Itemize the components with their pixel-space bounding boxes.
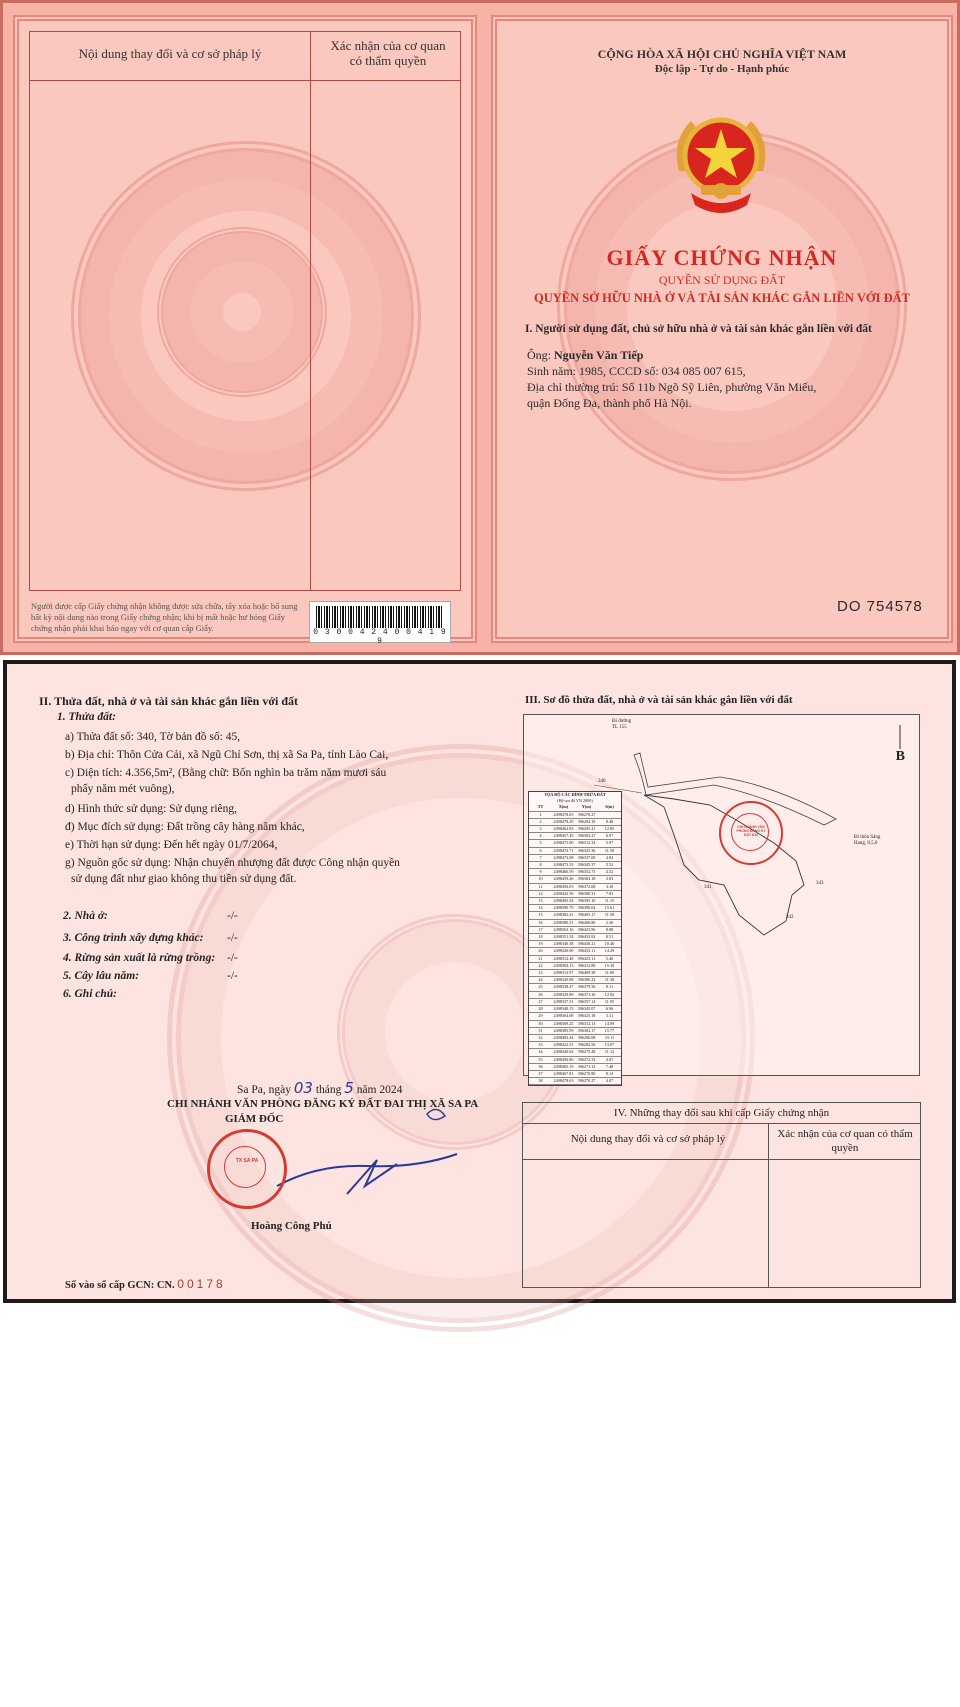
coord-table-row	[529, 941, 621, 948]
coord-cell: 38	[538, 1078, 543, 1084]
coord-cell: 2498456.80	[553, 1056, 574, 1062]
coord-table-row	[529, 956, 621, 963]
coord-cell: 396270.80	[577, 1070, 596, 1076]
item-label: 4. Rừng sản xuất là rừng trồng:	[63, 952, 216, 964]
coord-table-row	[529, 840, 621, 847]
coord-cell: 396430.21	[577, 941, 596, 947]
coord-cell: 11.50	[604, 847, 615, 853]
coord-cell: 5	[539, 840, 542, 846]
date-year: năm 2024	[356, 1084, 403, 1096]
coord-cell: 2498304.13	[553, 962, 574, 968]
stamp-inner-ring	[224, 1146, 266, 1188]
coord-cell: 2498320.08	[553, 977, 574, 983]
coord-cell: 4	[539, 833, 542, 839]
neighbor-parcel: 340	[598, 779, 606, 784]
coord-cell: 8.51	[605, 934, 614, 940]
road-label-line: TL 155	[612, 725, 627, 730]
item-label: 6. Ghi chú:	[63, 988, 117, 1000]
coord-cell: 2498312.48	[553, 955, 574, 961]
coord-cell: 15.77	[604, 1027, 615, 1033]
coord-cell: 5.97	[605, 840, 614, 846]
issuing-office: CHI NHÁNH VĂN PHÒNG ĐĂNG KÝ ĐẤT ĐAI THỊ XÃ SA PA	[167, 1098, 479, 1110]
certificate-subtitle-2: QUYỀN SỞ HỮU NHÀ Ở VÀ TÀI SẢN KHÁC GẮN LIỀN VỚI ĐẤT	[534, 291, 910, 305]
coord-cell: 11	[538, 883, 543, 889]
coord-cell: 396302.17	[577, 1027, 596, 1033]
coord-cell: 32	[538, 1034, 543, 1040]
section-4-col2: Xác nhận của cơ quan có thẩm quyền	[777, 1128, 913, 1154]
coord-cell: 2498459.26	[553, 876, 574, 882]
coord-cell: 2498351.54	[553, 934, 574, 940]
coord-table-row	[529, 819, 621, 826]
serial-number: DO 754578	[837, 598, 923, 615]
coord-cell: 8.11	[605, 984, 614, 990]
coord-table-row	[529, 862, 621, 869]
coord-table-row	[529, 1071, 621, 1078]
coord-cell: 396325.18	[577, 1013, 596, 1019]
cover-right-panel	[491, 15, 953, 643]
coord-table-header	[529, 804, 621, 811]
table-divider	[310, 32, 311, 590]
item-label: 5. Cây lâu năm:	[63, 970, 140, 982]
section-2-title: II. Thửa đất, nhà ở và tài sản khác gắn liền với đất	[39, 694, 299, 708]
coord-cell: 12.85	[604, 826, 615, 832]
coord-cell: 36	[538, 1063, 543, 1069]
detail-line: e) Thời hạn sử dụng: Đến hết ngày 01/7/2064,	[65, 839, 278, 851]
coord-cell: 6.97	[605, 833, 614, 839]
detail-line: c) Diện tích: 4.356,5m², (Bằng chữ: Bốn nghìn ba trăm năm mươi sáu	[65, 767, 387, 779]
certificate-inner-sheet	[3, 660, 956, 1303]
signer-position: GIÁM ĐỐC	[225, 1113, 284, 1125]
coord-cell: 8.88	[605, 926, 614, 932]
coord-cell: 2498466.59	[553, 869, 574, 875]
coord-table-row	[529, 970, 621, 977]
coord-cell: 396371.16	[577, 991, 596, 997]
date-prefix: Sa Pa, ngày	[237, 1084, 291, 1096]
map-stamp	[719, 801, 783, 865]
coord-cell: 2498462.83	[553, 826, 574, 832]
detail-line: đ) Mục đích sử dụng: Đất trồng cây hàng năm khác,	[65, 821, 305, 833]
coord-cell: 396405.17	[577, 912, 596, 918]
coord-cell: 31	[538, 1027, 543, 1033]
coord-cell: 27	[538, 998, 543, 1004]
coord-cell: 396282.56	[577, 1042, 596, 1048]
coord-cell: 2498467.81	[553, 1070, 574, 1076]
coord-cell: 396272.33	[577, 1056, 596, 1062]
barcode-number: 0 3 0 0 4 2 4 0 0 4 1 9 9	[313, 628, 447, 646]
detail-line: b) Địa chỉ: Thôn Cửa Cải, xã Ngũ Chỉ Sơn, thị xã Sa Pa, tỉnh Lào Cai,	[65, 749, 389, 761]
coord-cell: 2498442.39	[553, 890, 574, 896]
owner-line-2: Sinh năm: 1985, CCCD số: 034 085 007 615,	[527, 364, 746, 378]
coord-table-row	[529, 1006, 621, 1013]
coord-table-row	[529, 992, 621, 999]
neighbor-parcel: 341	[704, 885, 712, 890]
section-4-col1: Nội dung thay đổi và cơ sở pháp lý	[570, 1133, 726, 1145]
coord-cell: 396433.92	[577, 934, 596, 940]
owner-line-1	[527, 347, 643, 363]
changes-after-issue-table	[522, 1102, 921, 1288]
coord-cell: 396312.13	[577, 1020, 596, 1026]
coord-cell: 2498369.25	[553, 1020, 574, 1026]
coord-table-row	[529, 934, 621, 941]
coord-cell: 396409.38	[577, 970, 596, 976]
owner-line-3: Địa chỉ thường trú: Số 11b Ngõ Sỹ Liên, phường Văn Miếu,	[527, 380, 817, 394]
coord-cell: 396357.14	[577, 998, 596, 1004]
section-4-title: IV. Những thay đổi sau khi cấp Giấy chứng nhận	[613, 1107, 830, 1119]
thua-dat-label: 1. Thửa đất:	[57, 711, 116, 723]
coord-cell: 2498326.00	[553, 948, 574, 954]
coord-cell: 396303.27	[577, 833, 596, 839]
coord-cell: 15	[538, 912, 543, 918]
coord-cell: 2498313.97	[553, 970, 574, 976]
cover-left-panel	[13, 15, 477, 646]
coord-col: X(m)	[558, 804, 569, 810]
item-label: 3. Công trình xây dựng khác:	[63, 932, 204, 944]
date-month: 5	[344, 1079, 354, 1097]
coord-cell: 8.48	[605, 818, 614, 824]
road-label-line: Đi đường	[612, 719, 632, 724]
neighbor-parcel: 343	[816, 881, 824, 886]
coord-cell: 396379.56	[577, 984, 596, 990]
coord-table-row	[529, 1042, 621, 1049]
coordinate-table	[528, 791, 622, 1086]
coord-cell: 35	[538, 1056, 543, 1062]
coord-cell: 1	[539, 811, 542, 817]
coord-table-row	[529, 826, 621, 833]
coord-cell: 3.31	[605, 1013, 614, 1019]
coord-cell: 2498338.47	[553, 984, 574, 990]
coord-cell: 396337.00	[577, 854, 596, 860]
coord-cell: 5.46	[605, 955, 614, 961]
detail-line: sử dụng đất như giao không thu tiền sử dụng đất.	[71, 873, 297, 885]
date-day: 03	[293, 1079, 313, 1097]
coord-cell: 396270.27	[577, 811, 596, 817]
coord-cell: 396271.12	[577, 1063, 596, 1069]
coord-table-row	[529, 905, 621, 912]
coord-cell: 24	[538, 977, 543, 983]
coord-cell: 11.69	[604, 970, 615, 976]
coord-table-row	[529, 848, 621, 855]
coord-cell: 396295.21	[577, 826, 596, 832]
coord-cell: 20	[538, 948, 543, 954]
coord-table-row	[529, 876, 621, 883]
detail-line: a) Thửa đất số: 340, Tờ bản đồ số: 45,	[65, 731, 241, 743]
gcn-number: 00178	[177, 1277, 226, 1291]
coord-col: Y(m)	[581, 804, 592, 810]
coord-table-title: TỌA ĐỘ CÁC ĐỈNH THỬA ĐẤT	[544, 792, 606, 797]
section-4-col-divider	[523, 1159, 920, 1160]
coord-cell: 396423.11	[577, 955, 596, 961]
coord-col: S(m)	[605, 804, 614, 810]
signer-name: Hoàng Công Phú	[251, 1220, 332, 1232]
coord-table-row	[529, 1021, 621, 1028]
coord-table-row	[529, 1049, 621, 1056]
coord-cell: 2498405.54	[553, 898, 574, 904]
coord-cell: 15.61	[604, 905, 615, 911]
coord-cell: 10.46	[604, 941, 615, 947]
coord-cell: 396345.37	[577, 862, 596, 868]
coord-cell: 7.83	[605, 890, 614, 896]
official-stamp	[207, 1129, 287, 1209]
country-name: CỘNG HÒA XÃ HỘI CHỦ NGHĨA VIỆT NAM	[597, 47, 847, 61]
item-value: -/-	[227, 970, 238, 982]
coord-cell: 396270.27	[577, 1078, 596, 1084]
coord-cell: 396423.96	[577, 926, 596, 932]
gcn-label: Số vào sổ cấp GCN: CN.	[65, 1280, 175, 1291]
coord-cell: 15.39	[604, 962, 615, 968]
coord-cell: 18	[538, 934, 543, 940]
road-label-line: Hang, 8,5,0	[854, 841, 878, 846]
coord-cell: 2498329.89	[553, 991, 574, 997]
coord-table-row	[529, 963, 621, 970]
north-arrow: B	[895, 749, 905, 764]
coord-cell: 10	[538, 876, 543, 882]
coord-cell: 2.36	[605, 919, 614, 925]
coord-cell: 16	[538, 919, 543, 925]
coord-cell: 396380.31	[577, 890, 596, 896]
coord-table-row	[529, 1057, 621, 1064]
national-motto: Độc lập - Tự do - Hạnh phúc	[654, 63, 790, 75]
coord-cell: 14.09	[604, 1020, 615, 1026]
coord-cell: 2498478.63	[553, 811, 574, 817]
coord-table-row	[529, 833, 621, 840]
coord-cell: 2498390.79	[553, 905, 574, 911]
coord-cell: 8.14	[605, 1070, 614, 1076]
coord-cell: 8	[539, 862, 542, 868]
coord-table-row	[529, 1035, 621, 1042]
barcode	[309, 601, 451, 646]
coord-cell: 3	[539, 826, 542, 832]
coord-cell: 396284.19	[577, 818, 596, 824]
coord-cell: 23	[538, 970, 543, 976]
coord-cell: 34	[538, 1049, 543, 1055]
coord-col: TT	[537, 804, 544, 810]
coord-cell: 4.82	[605, 854, 614, 860]
coord-cell: 25	[538, 984, 543, 990]
coord-cell: 396412.89	[577, 962, 596, 968]
coord-cell: 13	[538, 898, 543, 904]
coord-table-row	[529, 1013, 621, 1020]
coord-cell: 33	[538, 1042, 543, 1048]
coord-cell: 2498403.44	[553, 1034, 574, 1040]
coord-cell: 2498337.31	[553, 998, 574, 1004]
section-3-title: III. Sơ đồ thửa đất, nhà ở và tài sản khác gắn liền với đất	[525, 694, 793, 706]
map-stamp-text: CHI NHÁNH VĂN PHÒNG ĐĂNG KÝ ĐẤT ĐAI	[736, 825, 766, 837]
coord-cell: 22	[538, 962, 543, 968]
coord-cell: 29	[538, 1013, 543, 1019]
coord-cell: 2498478.63	[553, 1078, 574, 1084]
owner-prefix: Ông:	[527, 348, 551, 362]
certificate-cover-sheet	[0, 0, 960, 655]
coord-cell: 6.96	[605, 1006, 614, 1012]
coord-cell: 396395.10	[577, 898, 596, 904]
coord-cell: 2	[539, 818, 542, 824]
warning-note: Người được cấp Giấy chứng nhận không được sửa chữa, tẩy xóa hoặc bổ sung bất kỳ nội dung nào trong Giấy chứng nhận; khi bị mất hoặc hư hỏng Giấy chứng nhận phải khai báo ngay với cơ quan cấp Giấy.	[31, 601, 298, 633]
coord-table-row	[529, 884, 621, 891]
coord-cell: 396296.08	[577, 1034, 596, 1040]
parcel-map	[523, 714, 920, 1084]
national-emblem-icon	[661, 101, 781, 221]
coord-cell: 2498385.59	[553, 1027, 574, 1033]
section-4-vline	[768, 1123, 769, 1287]
coord-table-row	[529, 812, 621, 819]
coord-cell: 12.92	[604, 991, 615, 997]
coord-cell: 2498465.19	[553, 1063, 574, 1069]
section-1-title: I. Người sử dụng đất, chủ sở hữu nhà ở và tài sản khác gắn liền với đất	[525, 323, 872, 335]
coord-cell: 14	[538, 905, 543, 911]
detail-line: g) Nguồn gốc sử dụng: Nhận chuyển nhượng đất được Công nhận quyền	[65, 857, 400, 869]
coord-cell: 19	[538, 941, 543, 947]
coord-cell: 396352.75	[577, 869, 596, 875]
coord-cell: 2498380.51	[553, 919, 574, 925]
coord-table-row	[529, 920, 621, 927]
coord-cell: 9	[539, 869, 542, 875]
coord-cell: 396345.07	[577, 1006, 596, 1012]
coord-cell: 2498473.08	[553, 854, 574, 860]
coord-table-row	[529, 999, 621, 1006]
coord-cell: 2498422.51	[553, 1042, 574, 1048]
coord-table-row	[529, 927, 621, 934]
coord-table-body	[529, 812, 621, 1086]
certificate-subtitle-1: QUYỀN SỬ DỤNG ĐẤT	[658, 273, 786, 287]
coord-cell: 4.07	[605, 1056, 614, 1062]
barcode-bars	[316, 606, 444, 628]
coord-cell: 11.15	[604, 898, 615, 904]
col-header-changes: Nội dung thay đổi và cơ sở pháp lý	[78, 46, 262, 61]
coord-cell: 2498340.38	[553, 941, 574, 947]
coord-cell: 2498473.53	[553, 862, 574, 868]
coord-cell: 21	[538, 955, 543, 961]
coord-cell: 2498457.49	[553, 833, 574, 839]
coord-table-row	[529, 912, 621, 919]
coord-table-row	[529, 977, 621, 984]
coord-table-row	[529, 948, 621, 955]
item-label: 2. Nhà ở:	[63, 910, 108, 922]
coord-cell: 396372.68	[577, 883, 596, 889]
date-month-label: tháng	[315, 1084, 342, 1096]
coord-cell: 396406.80	[577, 919, 596, 925]
coord-table-row	[529, 1078, 621, 1085]
coord-cell: 396312.34	[577, 840, 596, 846]
gcn-register	[65, 1277, 226, 1293]
owner-line-4: quận Đống Đa, thành phố Hà Nội.	[527, 396, 692, 410]
changes-table-frame	[29, 31, 461, 591]
coord-cell: 15.11	[604, 1034, 615, 1040]
coord-cell: 2498475.00	[553, 840, 574, 846]
coord-cell: 396396.04	[577, 905, 596, 911]
coord-table-row	[529, 855, 621, 862]
signature-icon	[257, 1094, 467, 1204]
coord-cell: 2498363.16	[553, 926, 574, 932]
stamp-text-center: TX SA PA	[235, 1158, 259, 1164]
coord-cell: 4.07	[605, 1078, 614, 1084]
item-value: -/-	[227, 910, 238, 922]
coord-cell: 2498474.71	[553, 847, 574, 853]
coord-table-row	[529, 891, 621, 898]
coord-table-row	[529, 869, 621, 876]
coord-cell: 2498348.15	[553, 1006, 574, 1012]
owner-name: Nguyễn Văn Tiếp	[554, 348, 644, 362]
coord-cell: 396386.23	[577, 977, 596, 983]
coord-cell: 2498440.02	[553, 1049, 574, 1055]
coord-cell: 7	[539, 854, 542, 860]
coord-cell: 14.29	[604, 948, 615, 954]
coord-cell: 17	[538, 926, 543, 932]
coord-cell: 7.48	[605, 1063, 614, 1069]
coord-cell: 396325.36	[577, 847, 596, 853]
coord-cell: 3.30	[605, 883, 614, 889]
coord-cell: 26	[538, 991, 543, 997]
coord-cell: 11.12	[604, 1049, 615, 1055]
coord-cell: 13.07	[604, 1042, 615, 1048]
coord-table-row	[529, 898, 621, 905]
coord-cell: 2498364.08	[553, 1013, 574, 1019]
coord-cell: 30	[538, 1020, 543, 1026]
coord-cell: 396275.48	[577, 1049, 596, 1055]
coord-cell: 2498478.29	[553, 818, 574, 824]
coord-cell: 396433.11	[577, 948, 596, 954]
coord-cell: 37	[538, 1070, 543, 1076]
coord-cell	[598, 812, 621, 818]
coord-table-row	[529, 1028, 621, 1035]
road-label-line: Đi thôn Sảng	[854, 835, 881, 840]
certificate-title: GIẤY CHỨNG NHẬN	[606, 245, 838, 270]
coord-cell: 11.38	[604, 977, 615, 983]
coord-cell: 5.52	[605, 862, 614, 868]
coord-cell: 11.95	[604, 998, 615, 1004]
coord-cell: 4.52	[605, 869, 614, 875]
coord-cell: 3.83	[605, 876, 614, 882]
col-header-confirmation: Xác nhận của cơ quan có thẩm quyền	[330, 38, 446, 68]
coord-table-row	[529, 984, 621, 991]
coord-cell: 12	[538, 890, 543, 896]
item-value: -/-	[227, 952, 238, 964]
coord-table-row	[529, 1064, 621, 1071]
coord-cell: 6	[539, 847, 542, 853]
coord-cell: 11.58	[604, 912, 615, 918]
detail-line: phẩy năm mét vuông),	[71, 783, 175, 795]
coord-table-subtitle: (Hệ tọa độ VN 2000)	[557, 798, 593, 804]
coord-cell: 28	[538, 1006, 543, 1012]
coord-cell: 2498382.41	[553, 912, 574, 918]
detail-line: d) Hình thức sử dụng: Sử dụng riêng,	[65, 803, 238, 815]
neighbor-parcel: 342	[786, 915, 794, 920]
coord-cell: 396363.18	[577, 876, 596, 882]
item-value: -/-	[227, 932, 238, 944]
coord-cell: 2498456.03	[553, 883, 574, 889]
